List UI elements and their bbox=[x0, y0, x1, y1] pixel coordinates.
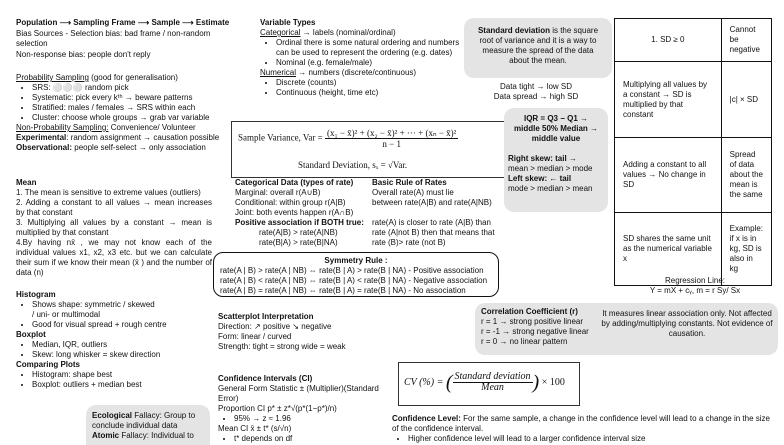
list-item: • Median, IQR, outliers bbox=[32, 340, 216, 350]
list-item: • Good for visual spread + rough centre bbox=[32, 320, 216, 330]
tight-line: Data spread → high SD bbox=[493, 92, 579, 101]
basic-rule bbox=[372, 178, 512, 248]
comparing-title: Comparing Plots bbox=[16, 360, 81, 369]
sd-definition-box bbox=[464, 18, 612, 78]
table-cell: Example: if x is in kg, SD is also in kg bbox=[721, 213, 771, 286]
confidence-intervals bbox=[218, 374, 396, 444]
list-item: • SRS: ⚪⚪⚪ random pick bbox=[32, 83, 241, 93]
ci-title: Confidence Intervals (CI) bbox=[218, 374, 313, 383]
rule-line: rate (A|not B) then that means that bbox=[372, 228, 495, 237]
sd-text: is the square root of variance and it is a way to measure the spread of the data about the mean. bbox=[479, 26, 599, 65]
symmetry-line: rate(A | B) < rate(A | NB) ⇔ rate(B | A) < rate(B | NA) - Negative association bbox=[220, 276, 488, 285]
variable-types-title: Variable Types bbox=[260, 18, 316, 27]
list-item: • Ordinal there is some natural ordering and numbers can be used to represent the ordering (e.g. dates) bbox=[276, 38, 460, 58]
list-item: • Boxplot: outliers + median best bbox=[32, 380, 216, 390]
pipeline-step: Sample bbox=[151, 18, 180, 27]
list-item: • Higher confidence level will lead to a larger confidence interval size bbox=[408, 434, 772, 444]
observational-text: people self-select → only association bbox=[72, 143, 206, 152]
categorical-text: → labels (nominal/ordinal) bbox=[300, 28, 396, 37]
experimental bbox=[16, 133, 241, 143]
atomic-text: Fallacy: Individual to bbox=[119, 431, 194, 440]
correlation-box bbox=[475, 303, 778, 355]
sd-formula: Standard Deviation, sₓ = √Var. bbox=[298, 160, 408, 170]
confidence-level-text: For the same sample, a change in the confidence level will lead to a change in the size of the confidence interval. bbox=[392, 414, 770, 433]
mean-line: 4.By having nx̄ , we may not know each of the individual values x1, x2, x3 etc. but we can calculate their sum if we know their mean (x̄ ) and the number of data (n) bbox=[16, 238, 212, 277]
ci-line: General Form Statistic ± (Multiplier)(Standard Error) bbox=[218, 384, 379, 403]
cv-formula: CV (%) = ( $\frac{\text{Standard deviation}}{\text{Mean}}$ ) × 100 bbox=[398, 362, 580, 406]
mean-line: 3. Multiplying all values by a constant → mean is multiplied by that constant bbox=[16, 218, 212, 237]
list-item: • Systematic: pick every kᵗʰ → beware patterns bbox=[32, 93, 241, 103]
atomic-label: Atomic bbox=[92, 431, 120, 440]
arrow: ⟶ bbox=[137, 18, 150, 27]
cv-numerator: Standard deviation bbox=[454, 371, 531, 382]
bias-sources: Bias Sources - Selection bias: bad frame / non-random selection bbox=[16, 29, 211, 48]
observational-label: Observational: bbox=[16, 143, 73, 152]
rule-line: rate(A) is closer to rate (A|B) than bbox=[372, 218, 492, 227]
iqr-line: IQR = Q3 − Q1 → middle 50% Median → middle value bbox=[513, 114, 599, 143]
probability-sampling bbox=[16, 73, 241, 153]
ecological-label: Ecological bbox=[92, 411, 133, 420]
table-cell: Multiplying all values by a constant → SD is multiplied by that constant bbox=[615, 62, 722, 138]
right-skew-label: Right skew: tail → bbox=[508, 154, 577, 163]
ci-line: Proportion CI p* ± z*√(p*(1−p*)/n) bbox=[218, 404, 337, 413]
symmetry-rule bbox=[213, 252, 499, 297]
variance-numerator: (x₁ − x̄)² + (x₂ − x̄)² + ··· + (xₙ − x̄)² bbox=[326, 128, 457, 138]
list-item: • 95% → z ≈ 1.96 bbox=[234, 414, 396, 424]
mean-title: Mean bbox=[16, 178, 37, 187]
numerical-text: → numbers (discrete/continuous) bbox=[296, 68, 417, 77]
correlation-note: It measures linear association only. Not affected by adding/multiplying constants. Not evidence of causation. bbox=[601, 309, 773, 338]
categorical-data-title: Categorical Data (types of rate) bbox=[235, 178, 354, 187]
scatter-line: Strength: tight = strong wide = weak bbox=[218, 342, 346, 351]
variance-label: Sample Variance, Var = bbox=[238, 132, 323, 143]
experimental-text: : random assignment → causation possible bbox=[66, 133, 220, 142]
sd-bold: Standard deviation bbox=[477, 26, 550, 35]
cv-denominator: Mean bbox=[481, 382, 504, 393]
scatter-line: Direction: ↗ positive ↘ negative bbox=[218, 322, 332, 331]
observational bbox=[16, 143, 241, 153]
arrow: ⟶ bbox=[182, 18, 194, 27]
skew-notes bbox=[508, 154, 618, 194]
cv-label: CV (%) = bbox=[404, 376, 444, 388]
table-cell: Cannot be negative bbox=[721, 19, 771, 62]
categorical-label: Categorical bbox=[260, 28, 301, 37]
boxplot-title: Boxplot bbox=[16, 330, 46, 339]
arrow: ⟶ bbox=[59, 18, 72, 27]
pipeline-step: Estimate bbox=[195, 18, 230, 27]
pipeline bbox=[16, 18, 246, 28]
regression-line bbox=[612, 276, 778, 296]
left-skew-text: mode > median > mean bbox=[508, 184, 593, 193]
histogram-title: Histogram bbox=[16, 290, 56, 299]
table-cell: Spread of data about the mean is the same bbox=[721, 138, 771, 213]
pipeline-step: Sampling Frame bbox=[73, 18, 136, 27]
nonresponse-bias: Non-response bias: people don't reply bbox=[16, 50, 151, 59]
numerical-label: Numerical bbox=[260, 68, 297, 77]
scatter-title: Scatterplot Interpretation bbox=[218, 312, 314, 321]
correlation-title: Correlation Coefficient (r) bbox=[481, 307, 578, 316]
rate-line: Joint: both events happen r(A∩B) bbox=[235, 208, 354, 217]
variable-types bbox=[260, 18, 460, 98]
cv-suffix: × 100 bbox=[541, 376, 565, 388]
left-skew-label: Left skew: ← tail bbox=[508, 174, 572, 183]
sd-properties-table bbox=[614, 18, 772, 286]
nonprob-title: Non-Probability Sampling: bbox=[16, 123, 109, 132]
fallacy-box bbox=[86, 405, 210, 445]
ci-line: Mean CI x̄ ± t* (s/√n) bbox=[218, 424, 292, 433]
mean-section bbox=[16, 178, 212, 278]
prob-sampling-title: Probability Sampling bbox=[16, 73, 89, 82]
rule-line: rate (B)> rate (not B) bbox=[372, 238, 446, 247]
rule-line: between rate(A|B) and rate(A|NB) bbox=[372, 198, 492, 207]
prob-sampling-suffix: (good for generalisation) bbox=[91, 73, 178, 82]
histogram-section bbox=[16, 290, 216, 390]
positive-association-label: Positive association if BOTH true: bbox=[235, 218, 364, 227]
symmetry-title: Symmetry Rule : bbox=[324, 256, 388, 265]
nonprob-text: Convenience/ Volunteer bbox=[110, 123, 196, 132]
confidence-level bbox=[392, 414, 772, 444]
table-cell: Adding a constant to all values → No change in SD bbox=[615, 138, 722, 213]
list-item: • Cluster: choose whole groups → grab var variable bbox=[32, 113, 241, 123]
list-item: • Discrete (counts) bbox=[276, 78, 460, 88]
non-probability-sampling bbox=[16, 123, 241, 133]
correlation-line: r = 1 → strong positive linear bbox=[481, 317, 584, 326]
list-item: • t* depends on df bbox=[234, 434, 396, 444]
experimental-label: Experimental bbox=[16, 133, 67, 142]
correlation-line: r = -1 → strong negative linear bbox=[481, 327, 589, 336]
regression-formula: Y = mX + cᵧ, m = r Sy/ Sx bbox=[649, 286, 741, 295]
scatter-line: Form: linear / curved bbox=[218, 332, 292, 341]
correlation-line: r = 0 → no linear pattern bbox=[481, 337, 568, 346]
variance-fraction bbox=[325, 128, 458, 149]
confidence-level-label: Confidence Level: bbox=[392, 414, 461, 423]
categorical-data bbox=[235, 178, 375, 248]
regression-title: Regression Line: bbox=[664, 276, 726, 285]
variance-formula bbox=[231, 121, 505, 178]
mean-line: 1. The mean is sensitive to extreme values (outliers) bbox=[16, 188, 201, 197]
right-skew-text: mean > median > mode bbox=[508, 164, 593, 173]
rule-line: Overall rate(A) must lie bbox=[372, 188, 454, 197]
table-cell: 1. SD ≥ 0 bbox=[615, 19, 722, 62]
ecological-text: Fallacy: Group to conclude individual data bbox=[92, 411, 196, 430]
rate-line: rate(B|A) > rate(B|NA) bbox=[259, 238, 338, 247]
cv-fraction bbox=[453, 372, 533, 393]
pipeline-step: Population bbox=[16, 18, 58, 27]
list-item: • Skew: long whisker = skew direction bbox=[32, 350, 216, 360]
basic-rule-title: Basic Rule of Rates bbox=[372, 178, 447, 187]
list-item: • Shows shape: symmetric / skewed / uni- or multimodal bbox=[32, 300, 216, 320]
rate-line: Conditional: within group r(A|B) bbox=[235, 198, 346, 207]
symmetry-line: rate(A | B) = rate(A | NB) ⇔ rate(B | A) = rate(B | NA) - No association bbox=[220, 286, 466, 295]
table-cell: |c| × SD bbox=[721, 62, 771, 138]
symmetry-line: rate(A | B) > rate(A | NB) ⇔ rate(B | A) > rate(B | NA) - Positive association bbox=[220, 266, 484, 275]
list-item: • Nominal (e.g. female/male) bbox=[276, 58, 460, 68]
scatterplot-section bbox=[218, 312, 398, 352]
list-item: • Stratified: males / females → SRS within each bbox=[32, 103, 241, 113]
list-item: • Continuous (height, time etc) bbox=[276, 88, 460, 98]
list-item: • Histogram: shape best bbox=[32, 370, 216, 380]
data-tightness bbox=[486, 82, 586, 102]
tight-line: Data tight → low SD bbox=[499, 82, 573, 91]
mean-line: 2. Adding a constant to all values → mean increases by that constant bbox=[16, 198, 212, 217]
rate-line: rate(A|B) > rate(A|NB) bbox=[259, 228, 338, 237]
variance-denominator: n − 1 bbox=[382, 139, 401, 149]
rate-line: Marginal: overall r(A∪B) bbox=[235, 188, 321, 197]
table-cell: SD shares the same unit as the numerical variable x bbox=[615, 213, 722, 286]
